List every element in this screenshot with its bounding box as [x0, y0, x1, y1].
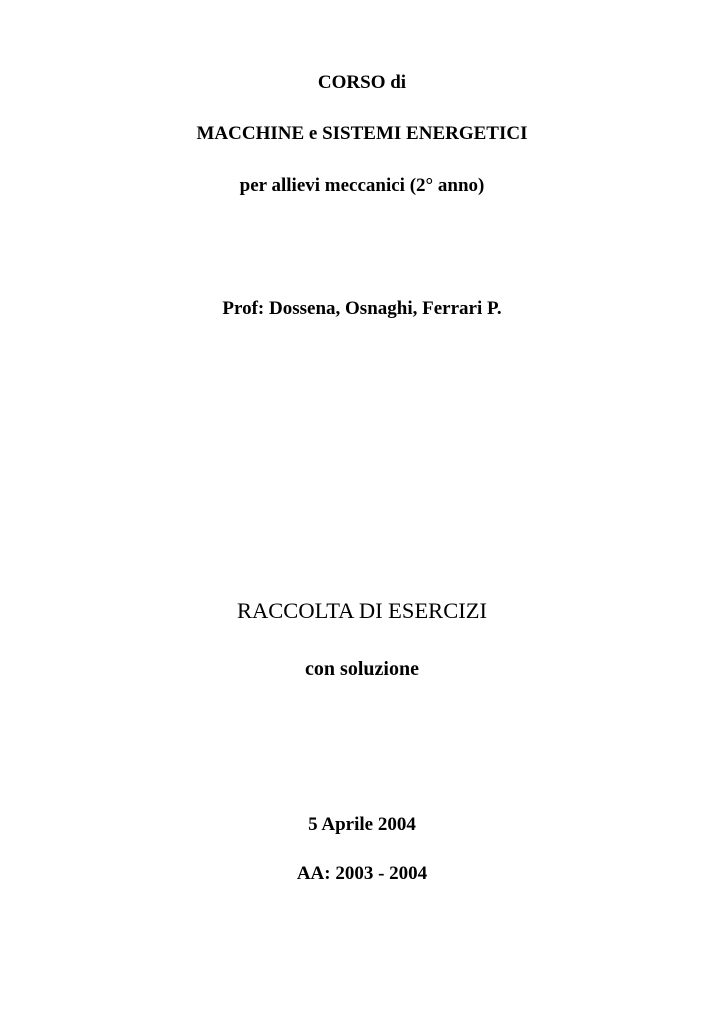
- document-subtitle: con soluzione: [305, 658, 419, 680]
- document-title: RACCOLTA DI ESERCIZI: [237, 598, 487, 623]
- course-audience: per allievi meccanici (2° anno): [239, 175, 485, 196]
- document-date: 5 Aprile 2004: [308, 814, 416, 835]
- course-name: MACCHINE e SISTEMI ENERGETICI: [196, 123, 528, 144]
- professors: Prof: Dossena, Osnaghi, Ferrari P.: [222, 298, 502, 319]
- academic-year: AA: 2003 - 2004: [296, 863, 428, 884]
- course-label: CORSO di: [317, 72, 407, 93]
